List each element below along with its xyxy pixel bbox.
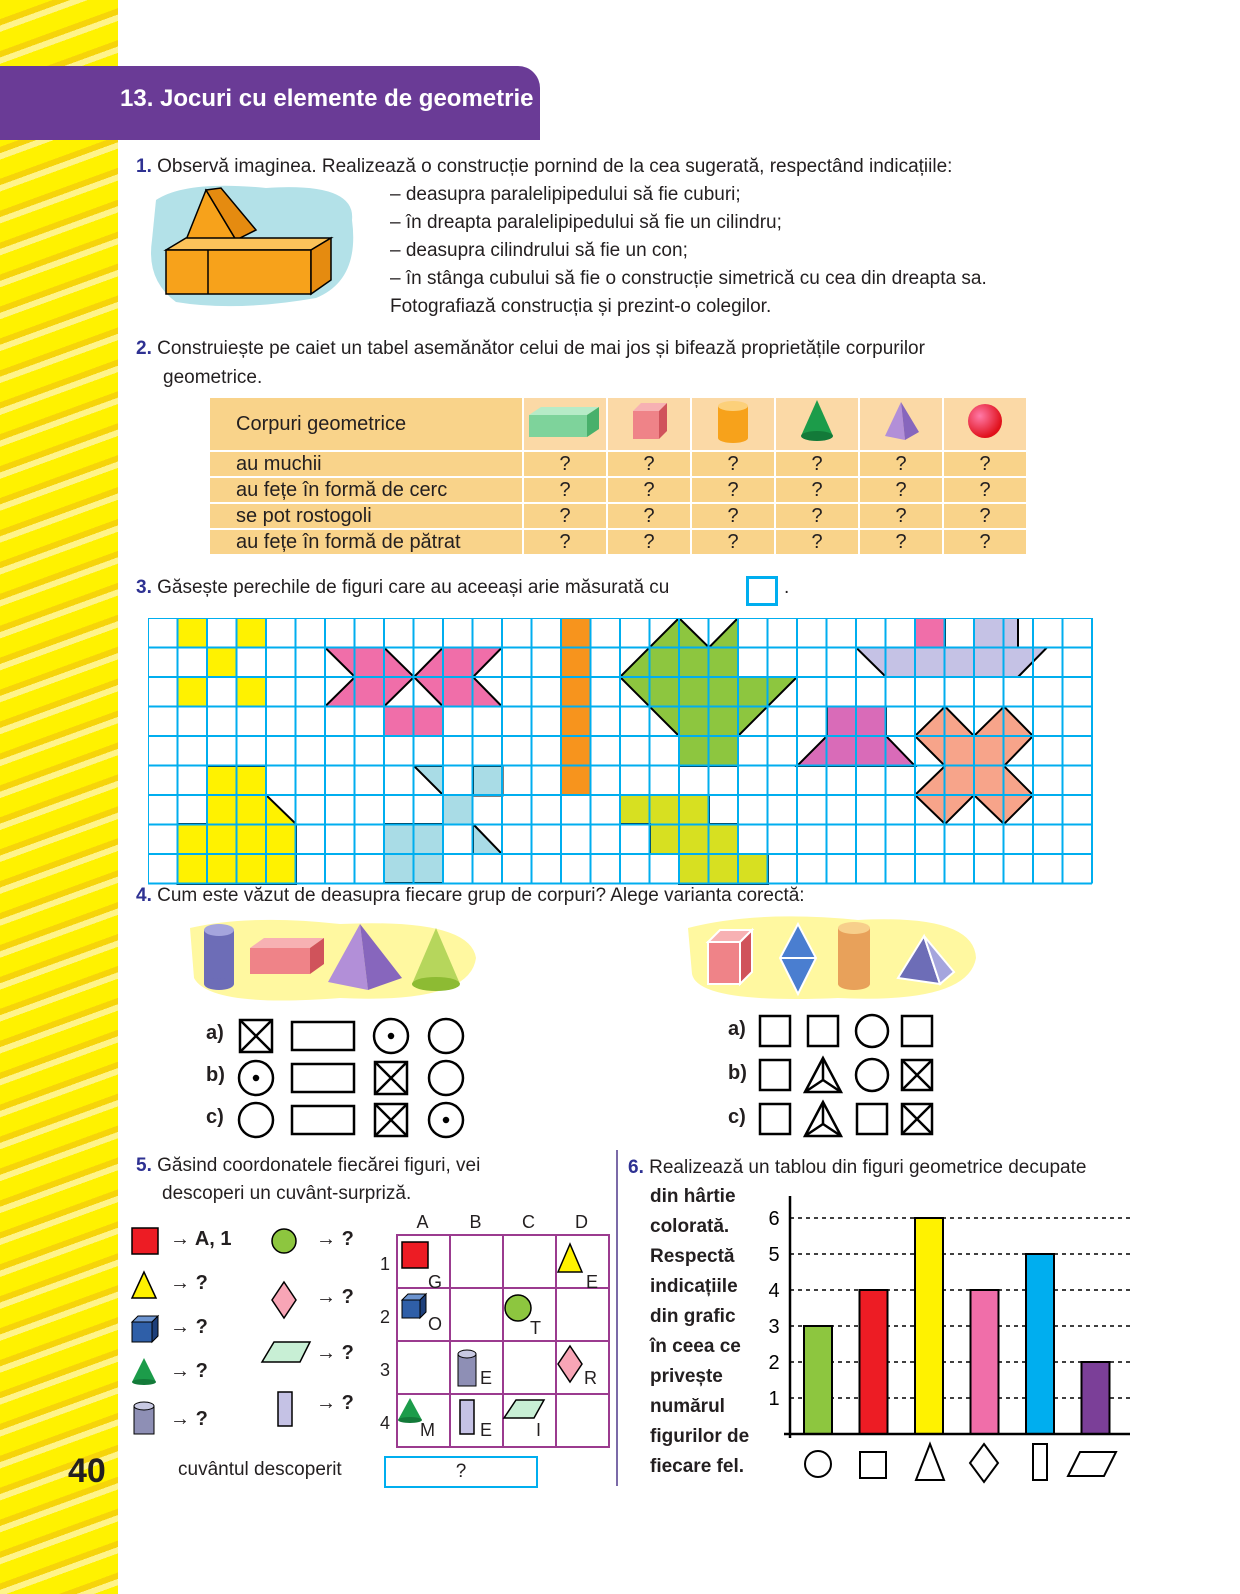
col-label: C bbox=[522, 1212, 535, 1232]
cell: ? bbox=[859, 503, 943, 529]
row-label: se pot rostogoli bbox=[209, 503, 523, 529]
bar-paralelogram bbox=[1082, 1362, 1110, 1434]
side-line: numărul bbox=[650, 1396, 725, 1417]
ex6-text: Realizează un tablou din figuri geometrice decupate bbox=[649, 1157, 1087, 1178]
cube-icon bbox=[708, 930, 752, 984]
row-label: 4 bbox=[380, 1413, 391, 1433]
legend-row: → ? bbox=[316, 1286, 354, 1308]
row-label: 1 bbox=[380, 1254, 391, 1274]
green-cone-icon bbox=[132, 1358, 156, 1385]
cylinder-icon bbox=[838, 922, 870, 990]
y-tick-label: 3 bbox=[768, 1316, 780, 1338]
cell: ? bbox=[691, 451, 775, 477]
option-a-left[interactable]: a) bbox=[206, 1022, 224, 1044]
ex5-line1 bbox=[136, 1152, 566, 1180]
ex1-item: – în dreapta paralelipipedului să fie un cilindru; bbox=[390, 212, 782, 233]
bar-dreptunghi bbox=[1026, 1254, 1054, 1434]
pink-rhombus-icon bbox=[272, 1282, 296, 1318]
legend-row: → ? bbox=[316, 1228, 354, 1250]
cell-letter: R bbox=[584, 1368, 597, 1388]
cell: ? bbox=[859, 529, 943, 555]
cube-icon bbox=[607, 397, 691, 451]
word-label: cuvântul descoperit bbox=[178, 1459, 342, 1480]
grid-red-square-icon bbox=[402, 1242, 428, 1268]
side-line: Respectă bbox=[650, 1246, 735, 1267]
ex4-right-answers bbox=[756, 1010, 946, 1146]
ex6-line1 bbox=[628, 1154, 1086, 1182]
chart-gridlines bbox=[790, 1218, 1130, 1398]
grid-green-circle-icon bbox=[505, 1295, 531, 1321]
ex1-item: – deasupra cilindrului să fie un con; bbox=[390, 240, 688, 261]
ex1-items bbox=[390, 181, 987, 321]
ex1-number: 1. bbox=[136, 156, 152, 177]
legend-row: → ? bbox=[170, 1316, 208, 1338]
option-b-right[interactable]: b) bbox=[728, 1062, 747, 1084]
legend-answer-first: A, 1 bbox=[194, 1228, 232, 1250]
table-row bbox=[209, 503, 1027, 529]
ex5-text: Găsind coordonatele fiecărei figuri, vei bbox=[157, 1155, 481, 1176]
cell-letter: M bbox=[420, 1420, 435, 1440]
green-parallelogram-icon bbox=[262, 1342, 310, 1362]
ex4-left-answers bbox=[236, 1014, 476, 1144]
cell: ? bbox=[775, 477, 859, 503]
ex4-right-solids bbox=[688, 914, 978, 1004]
cell-letter: T bbox=[530, 1318, 541, 1338]
cell: ? bbox=[523, 503, 607, 529]
grid-gray-cylinder-icon bbox=[458, 1350, 476, 1386]
cell: ? bbox=[607, 477, 691, 503]
bar-cerc bbox=[804, 1326, 832, 1434]
ex1-item: Fotografiază construcția și prezint-o colegilor. bbox=[390, 296, 772, 317]
y-tick-label: 6 bbox=[768, 1208, 780, 1230]
decorative-stripe bbox=[0, 0, 118, 1594]
ex1-illustration bbox=[146, 180, 364, 310]
green-circle-icon bbox=[272, 1229, 296, 1253]
lavender-rectangle-icon bbox=[278, 1392, 292, 1426]
properties-table bbox=[208, 396, 1028, 556]
grid-column-labels bbox=[396, 1212, 608, 1233]
ex2-number: 2. bbox=[136, 338, 152, 359]
chart-category-shapes bbox=[805, 1444, 1116, 1482]
col-label: A bbox=[416, 1212, 429, 1232]
y-tick-label: 2 bbox=[768, 1352, 780, 1374]
cell-letter: G bbox=[428, 1272, 443, 1292]
row-label: au muchii bbox=[209, 451, 523, 477]
pyramid-icon bbox=[859, 397, 943, 451]
cell: ? bbox=[691, 477, 775, 503]
circle-icon bbox=[805, 1451, 831, 1477]
side-line: fiecare fel. bbox=[650, 1456, 744, 1477]
grid-yellow-triangle-icon bbox=[558, 1244, 582, 1272]
cell: ? bbox=[859, 451, 943, 477]
table-row bbox=[209, 529, 1027, 555]
bar-romb bbox=[971, 1290, 999, 1434]
legend-answer: ? bbox=[195, 1272, 208, 1294]
chapter-title: 13. Jocuri cu elemente de geometrie bbox=[120, 85, 534, 112]
cell: ? bbox=[523, 451, 607, 477]
ex6-number: 6. bbox=[628, 1157, 644, 1178]
sphere-icon bbox=[943, 397, 1027, 451]
legend-answer: ? bbox=[341, 1392, 354, 1414]
triangle-icon bbox=[916, 1444, 944, 1480]
ex2-line1 bbox=[136, 335, 1126, 363]
cell: ? bbox=[943, 503, 1027, 529]
legend-row: → ? bbox=[316, 1342, 354, 1364]
bar-pătrat bbox=[860, 1290, 888, 1434]
coordinate-grid bbox=[396, 1234, 612, 1450]
rhombus-icon bbox=[970, 1444, 998, 1482]
grid-row-labels bbox=[380, 1246, 394, 1458]
cell: ? bbox=[607, 451, 691, 477]
side-line: privește bbox=[650, 1366, 723, 1387]
cell: ? bbox=[775, 451, 859, 477]
legend-answer: ? bbox=[341, 1342, 354, 1364]
y-tick-label: 5 bbox=[768, 1244, 780, 1266]
grid-pink-rhombus-icon bbox=[558, 1346, 582, 1382]
ex3-line bbox=[136, 574, 669, 602]
blue-cube-icon bbox=[132, 1316, 158, 1342]
legend-row: → ? bbox=[170, 1408, 208, 1430]
option-a-right[interactable]: a) bbox=[728, 1018, 746, 1040]
lime-stairs-figure bbox=[620, 795, 768, 884]
side-line: figurilor de bbox=[650, 1426, 750, 1447]
ex4-left-solids bbox=[190, 918, 480, 1008]
ex4-text: Cum este văzut de deasupra fiecare grup de corpuri? Alege varianta corectă: bbox=[157, 885, 805, 906]
legend-answer: ? bbox=[195, 1408, 208, 1430]
unit-square-icon bbox=[746, 576, 778, 606]
legend-answer: ? bbox=[341, 1286, 354, 1308]
cell-letter: E bbox=[480, 1420, 493, 1440]
row-label: 2 bbox=[380, 1307, 391, 1327]
table-row bbox=[209, 477, 1027, 503]
legend-answer: ? bbox=[195, 1316, 208, 1338]
pink-flag bbox=[915, 618, 945, 648]
ex4-number: 4. bbox=[136, 885, 152, 906]
section-divider bbox=[616, 1150, 618, 1486]
col-label: B bbox=[469, 1212, 482, 1232]
legend-answer: ? bbox=[341, 1228, 354, 1250]
cell: ? bbox=[523, 529, 607, 555]
ex6-side-text bbox=[650, 1182, 749, 1482]
ex5-line2: descoperi un cuvânt-surpriză. bbox=[162, 1183, 412, 1204]
cell-letter: E bbox=[586, 1272, 599, 1292]
row-label: au fețe în formă de pătrat bbox=[209, 529, 523, 555]
grid-green-cone-icon bbox=[398, 1398, 422, 1423]
side-line: din hârtie bbox=[650, 1186, 736, 1207]
prism-icon bbox=[250, 938, 324, 974]
grid-blue-cube-icon bbox=[402, 1294, 426, 1318]
cell: ? bbox=[943, 477, 1027, 503]
ex2-text: Construiește pe caiet un tabel asemănător celui de mai jos și bifează proprietățile corpurilor bbox=[157, 338, 925, 359]
legend-row: → ? bbox=[316, 1392, 354, 1414]
ex5-number: 5. bbox=[136, 1155, 152, 1176]
yellow-triangle-icon bbox=[132, 1272, 156, 1298]
y-tick-label: 4 bbox=[768, 1280, 780, 1302]
side-line: în ceea ce bbox=[650, 1336, 741, 1357]
square-icon bbox=[860, 1452, 886, 1478]
cell: ? bbox=[607, 529, 691, 555]
side-line: din grafic bbox=[650, 1306, 736, 1327]
cylinder-icon bbox=[204, 924, 234, 990]
table-row bbox=[209, 451, 1027, 477]
ex2-line2: geometrice. bbox=[163, 367, 263, 388]
prism-icon bbox=[523, 397, 607, 451]
red-square-icon bbox=[132, 1228, 158, 1254]
rectangle-icon bbox=[1033, 1444, 1047, 1480]
option-c-right[interactable]: c) bbox=[728, 1106, 746, 1128]
gray-cylinder-icon bbox=[134, 1402, 154, 1434]
bar-chart bbox=[760, 1196, 1140, 1496]
cell: ? bbox=[943, 529, 1027, 555]
cell-letter: O bbox=[428, 1314, 443, 1334]
ex3-end: . bbox=[784, 577, 790, 598]
row-label: au fețe în formă de cerc bbox=[209, 477, 523, 503]
option-c-left[interactable]: c) bbox=[206, 1106, 224, 1128]
option-b-left[interactable]: b) bbox=[206, 1064, 225, 1086]
chart-y-ticks bbox=[768, 1208, 779, 1410]
ex1-text: Observă imaginea. Realizează o construcție pornind de la cea sugerată, respectând indicațiile: bbox=[157, 156, 953, 177]
grid-lavender-rectangle-icon bbox=[460, 1400, 474, 1434]
side-line: indicațiile bbox=[650, 1276, 738, 1297]
legend-row: → ? bbox=[170, 1360, 208, 1382]
cell: ? bbox=[523, 477, 607, 503]
ex3-number: 3. bbox=[136, 577, 152, 598]
legend-answer: ? bbox=[195, 1360, 208, 1382]
ex1-item: – în stânga cubului să fie o construcție simetrică cu cea din dreapta sa. bbox=[390, 268, 987, 289]
y-tick-label: 1 bbox=[768, 1388, 780, 1410]
word-answer-box[interactable]: ? bbox=[384, 1456, 538, 1488]
cell: ? bbox=[775, 529, 859, 555]
col-label: D bbox=[575, 1212, 588, 1232]
table-header: Corpuri geometrice bbox=[209, 397, 523, 451]
grid-green-parallelogram-icon bbox=[504, 1400, 544, 1418]
yellow-cross-figure bbox=[178, 618, 267, 707]
ex1-line bbox=[136, 153, 952, 181]
ex1-item: – deasupra paralelipipedului să fie cuburi; bbox=[390, 184, 741, 205]
cell: ? bbox=[691, 503, 775, 529]
cylinder-icon bbox=[691, 397, 775, 451]
cone-icon bbox=[775, 397, 859, 451]
cell: ? bbox=[775, 503, 859, 529]
cell-letter: E bbox=[480, 1368, 493, 1388]
cell: ? bbox=[859, 477, 943, 503]
parallelogram-icon bbox=[1068, 1452, 1116, 1476]
side-line: colorată. bbox=[650, 1216, 730, 1237]
legend-row: → ? bbox=[170, 1272, 208, 1294]
ex3-text: Găsește perechile de figuri care au aceeași arie măsurată cu bbox=[157, 577, 670, 598]
ex4-line bbox=[136, 882, 805, 910]
row-label: 3 bbox=[380, 1360, 391, 1380]
cell: ? bbox=[607, 503, 691, 529]
bar-triunghi bbox=[915, 1218, 943, 1434]
cell-letter: I bbox=[536, 1420, 542, 1440]
area-grid bbox=[148, 618, 1120, 888]
legend-row: → A, 1 bbox=[170, 1228, 232, 1250]
page-number: 40 bbox=[68, 1452, 106, 1490]
cell: ? bbox=[943, 451, 1027, 477]
cell: ? bbox=[691, 529, 775, 555]
